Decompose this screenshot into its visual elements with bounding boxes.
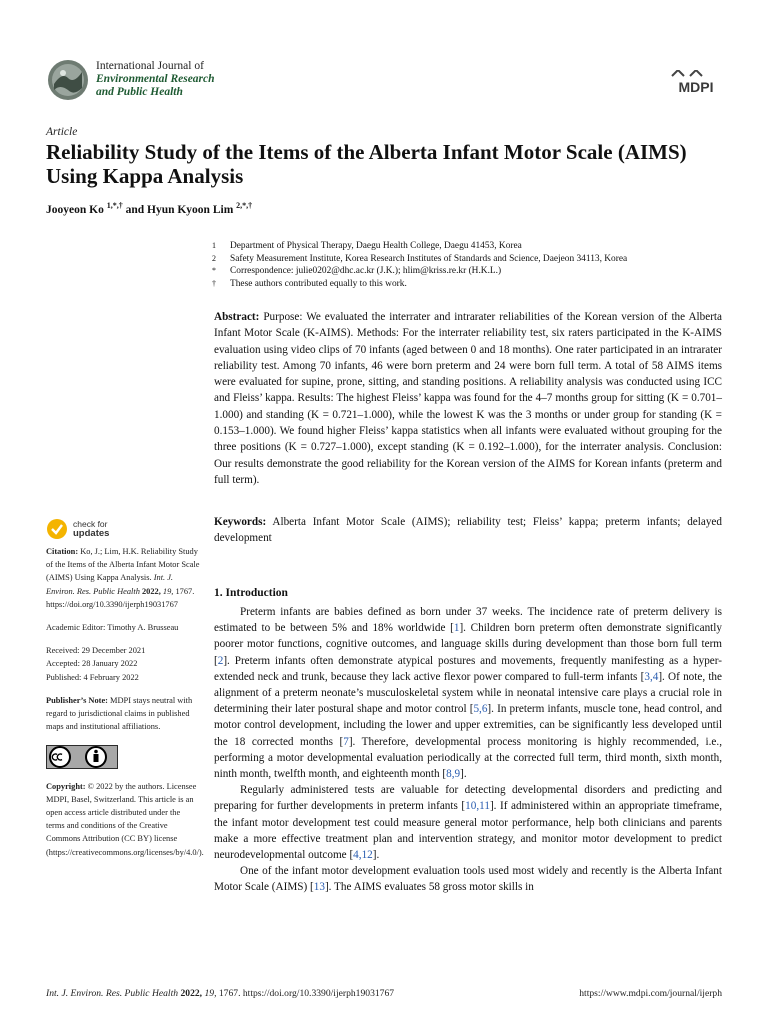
citation-year: 2022, [141, 586, 161, 596]
citation-label: Citation: [46, 547, 79, 556]
check-updates-line2: updates [73, 528, 110, 539]
body-text: ]. In preterm infants, muscle tone, head control, and motor control development, including the lower and upper extremities, can be significantly less developed until the 18 corrected months [ [214, 703, 722, 748]
footer-journal-url[interactable]: https://www.mdpi.com/journal/ijerph [579, 988, 722, 999]
check-updates-line1: check for [73, 519, 108, 529]
citation-block [46, 545, 200, 611]
academic-editor: Academic Editor: Timothy A. Brusseau [46, 623, 179, 633]
journal-name-line1: International Journal of [96, 60, 204, 72]
journal-name [96, 60, 215, 99]
affiliation-text: Department of Physical Therapy, Daegu Health College, Daegu 41453, Korea [230, 241, 522, 251]
abstract-label: Abstract: [214, 311, 260, 323]
author-list [46, 201, 253, 216]
body-text: ]. Therefore, developmental process monitoring is highly recommended, i.e., performing a motor developmental evaluation periodically at the corrected full term, third month, sixth month, ninth month, twelfth month, and eighteenth month [ [214, 735, 722, 781]
affiliation-mark: 1 [212, 241, 216, 250]
affiliation-item [212, 278, 722, 291]
body-text: Regularly administered tests are valuable for detecting developmental disorders and predicting and preparing for further developments in preterm infants [ [214, 784, 722, 813]
abstract [214, 309, 722, 488]
footer-journal: Int. J. Environ. Res. Public Health [46, 988, 179, 999]
correspondence-text[interactable]: Correspondence: julie0202@dhc.ac.kr (J.K.); hlim@kriss.re.kr (H.K.L.) [230, 266, 502, 277]
body-text: ]. [460, 768, 467, 781]
mdpi-logo-text: MDPI [678, 79, 714, 95]
paragraph [214, 604, 722, 782]
sidebar [46, 517, 204, 869]
reference-link[interactable]: 2 [217, 654, 224, 667]
citation-volume: 19, [162, 586, 174, 596]
publisher-note [46, 694, 200, 734]
page-footer [46, 988, 722, 999]
publisher-note-label: Publisher’s Note: [46, 695, 108, 705]
body-text: ]. Of note, the alignment of a preterm neonate’s musculoskeletal system while in neonatal intensive care plays a crucial role in determining their later postural shape and motor control [ [214, 670, 722, 716]
affiliation-item [212, 253, 722, 266]
affiliation-text: These authors contributed equally to this work. [230, 278, 407, 289]
affiliation-item [212, 240, 722, 253]
paragraph [214, 863, 722, 895]
journal-name-line3: and Public Health [96, 86, 183, 98]
article-title: Reliability Study of the Items of the Alberta Infant Motor Scale (AIMS) Using Kappa Analysis [46, 140, 687, 188]
accepted-date: Accepted: 28 January 2022 [46, 659, 138, 669]
section-heading: 1. Introduction [214, 587, 288, 599]
affiliation-mark: 2 [212, 253, 216, 263]
keywords-text: Alberta Infant Motor Scale (AIMS); reliability test; Fleiss’ kappa; preterm infants; delayed development [214, 516, 722, 545]
keywords [214, 514, 722, 547]
affiliation-text: Safety Measurement Institute, Korea Research Institutes of Standards and Science, Daejeon 34113, Korea [230, 253, 628, 264]
reference-link[interactable]: 8,9 [446, 768, 461, 781]
body-text: ]. [372, 849, 380, 862]
journal-logo-icon [46, 58, 90, 102]
reference-link[interactable]: 3,4 [644, 670, 659, 683]
keywords-label: Keywords: [214, 516, 267, 528]
affiliation-mark: † [212, 278, 216, 288]
affiliations [212, 240, 722, 290]
body-text: Preterm infants are babies defined as born under 37 weeks. The incidence rate of preterm delivery is estimated to be between 5% and 18% worldwide [ [214, 606, 722, 635]
author-conjunction: and [125, 204, 145, 216]
section-body [214, 604, 722, 896]
body-text: ]. Preterm infants often demonstrate atypical postures and movements, frequently manifesting as a hyper-extended neck and trunk, because they lack active flexor power compared to full-term infants [ [214, 654, 722, 683]
check-updates-label [73, 520, 109, 538]
check-updates-icon [46, 518, 68, 540]
footer-citation [46, 988, 394, 999]
copyright-block [46, 780, 204, 859]
reference-link[interactable]: 5,6 [473, 703, 488, 716]
body-text: One of the infant motor development evaluation tools used most widely and recently is the Alberta Infant Motor Scale (AIMS) [ [214, 865, 722, 894]
publisher-note-text: MDPI stays neutral with regard to jurisdictional claims in published maps and institutional affiliations. [46, 695, 193, 732]
reference-link[interactable]: 4,12 [353, 849, 373, 862]
copyright-text: © 2022 by the authors. Licensee MDPI, Basel, Switzerland. This article is an open access article distributed under the terms and conditions of the Creative Commons Attribution (CC BY) license (https://creativecommons.org/licenses/by/4.0/). [46, 781, 204, 857]
copyright-label: Copyright: [46, 781, 86, 791]
dates-block [46, 644, 200, 684]
reference-link[interactable]: 1 [453, 622, 460, 635]
author-name[interactable]: Hyun Kyoon Lim [147, 204, 234, 216]
reference-link[interactable]: 10,11 [465, 800, 490, 813]
journal-name-line2: Environmental Research [96, 73, 215, 85]
citation-journal: Int. J. Environ. Res. Public Health [46, 573, 174, 596]
check-for-updates-button[interactable] [46, 517, 200, 541]
citation-doi[interactable]: 1767. https://doi.org/10.3390/ijerph19031767 [46, 586, 195, 609]
affiliation-item [212, 265, 722, 278]
reference-link[interactable]: 7 [343, 735, 349, 748]
reference-link[interactable]: 13 [313, 881, 325, 894]
citation-text: Ko, J.; Lim, H.K. Reliability Study of the Items of the Alberta Infant Motor Scale (AIMS) Using Kappa Analysis. [46, 547, 200, 583]
author-superscript: 2,*,† [236, 201, 253, 211]
footer-doi[interactable]: 1767. https://doi.org/10.3390/ijerph19031767 [218, 988, 395, 999]
received-date: Received: 29 December 2021 [46, 646, 146, 656]
footer-volume: 19, [204, 988, 217, 999]
paragraph [214, 782, 722, 863]
body-text: ]. Children born preterm often demonstrate significantly poorer motor functions, cognitive outcomes, and language skills during development than those born full term [ [214, 622, 722, 667]
author-superscript: 1,*,† [106, 201, 123, 211]
published-date: Published: 4 February 2022 [46, 672, 139, 682]
abstract-text: Purpose: We evaluated the interrater and intrarater reliabilities of the Korean version of the Alberta Infant Motor Scale (K-AIMS). Methods: For the interrater reliability test, six raters participated in the K-AIMS evaluation using video clips of 70 infants (aged between 0 and 18 months). One rater participated in an intrarater reliability test. Among 70 infants, 46 were born preterm and 24 were born full term. A total of 58 AIMS items were evaluated for supine, prone, sitting, and standing positions. A reliability analysis was conducted using ICC and Fleiss’ kappa. Results: The highest Fleiss’ kappa was found for the 4–7 months group for sitting (K = 0.701–1.000) and standing (K = 0.721–1.000), while the lowest K was the 3 months or under group for standing (K = 0.153–1.000). We found higher Fleiss’ kappa statistics when all infants were evaluated without grouping for the three positions (K = 0.727–1.000), except standing (K = 0.192–1.000), for the interrater analysis. Conclusion: Our results demonstrate the good reliability for the Korean version of the AIMS for Korean infants (preterm and full term). [214, 311, 722, 486]
author-name[interactable]: Jooyeon Ko [46, 204, 104, 216]
cc-by-license-icon[interactable] [46, 745, 118, 769]
mdpi-logo-icon [666, 70, 726, 96]
body-text: ]. If administered within an appropriate timeframe, the infant motor development test could measure general motor performance, help both clinicians and parents make a more effective treatment plan and intervention strategy, and monitor motor development to predict neurodevelopmental outcome [ [214, 800, 722, 862]
body-text: ]. The AIMS evaluates 58 gross motor skills in [324, 881, 534, 894]
journal-header [46, 58, 726, 104]
article-type: Article [46, 126, 78, 138]
footer-year: 2022, [180, 988, 203, 999]
affiliation-mark: * [212, 266, 216, 276]
